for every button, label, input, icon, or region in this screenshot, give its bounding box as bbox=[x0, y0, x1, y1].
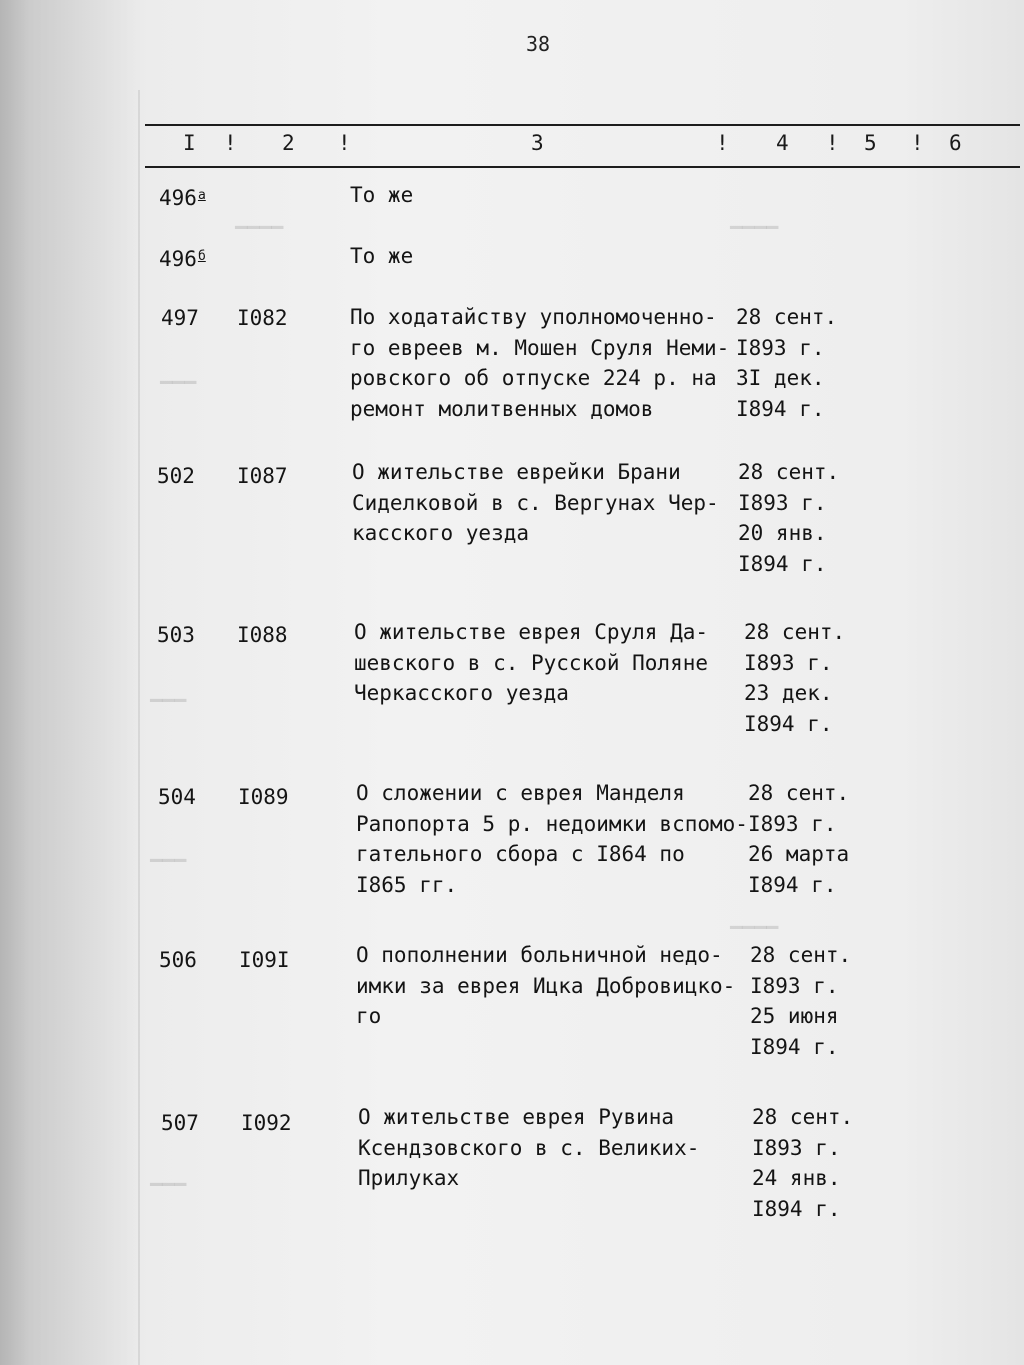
entry-code: I092 bbox=[241, 1111, 292, 1135]
bleed-through-mark: ▁▁▁ bbox=[150, 678, 187, 702]
entry-number: 502 bbox=[157, 464, 195, 488]
entry-dates: 28 сент. I893 г. 24 янв. I894 г. bbox=[752, 1105, 854, 1221]
entry-description: О пополнении больничной недо- имки за еврея Ицка Добровицко- го bbox=[356, 943, 736, 1028]
entry-number: 497 bbox=[161, 306, 199, 330]
header-col-3: 3 bbox=[531, 131, 544, 155]
entry-dates: 28 сент. I893 г. 23 дек. I894 г. bbox=[744, 620, 846, 736]
header-col-5: 5 bbox=[864, 131, 877, 155]
entry-description: О жительстве еврея Сруля Да- шевского в с. Русской Поляне Черкасского уезда bbox=[354, 620, 709, 705]
entry-code: I082 bbox=[237, 306, 288, 330]
bleed-through-mark: ▁▁▁ bbox=[150, 1162, 187, 1186]
entry-code: I088 bbox=[237, 623, 288, 647]
page-fold-edge bbox=[138, 90, 140, 1365]
entry-description: О жительстве еврейки Брани Сиделковой в с. Вергунах Чер- касского уезда bbox=[352, 460, 719, 545]
header-col-4: 4 bbox=[776, 131, 789, 155]
entry-number: $496^б$ bbox=[159, 247, 206, 271]
header-separator: ! bbox=[224, 131, 237, 155]
page-fold-shadow bbox=[0, 0, 150, 1365]
header-col-2: 2 bbox=[282, 131, 295, 155]
entry-number: 503 bbox=[157, 623, 195, 647]
page-number: 38 bbox=[526, 32, 551, 56]
entry-description: То же bbox=[350, 183, 414, 207]
entry-description: О жительстве еврея Рувина Ксендзовского в с. Великих- Прилуках bbox=[358, 1105, 700, 1190]
entry-description: О сложении с еврея Манделя Рапопорта 5 р. недоимки вспомо- гательного сбора с I864 по I865 гг. bbox=[356, 781, 748, 897]
entry-dates: 28 сент. I893 г. 20 янв. I894 г. bbox=[738, 460, 840, 576]
entry-code: I089 bbox=[238, 785, 289, 809]
header-col-1: I bbox=[183, 131, 196, 155]
header-col-6: 6 bbox=[949, 131, 962, 155]
entry-number: $496^а$ bbox=[159, 186, 206, 210]
entry-dates: 28 сент. I893 г. 26 марта I894 г. bbox=[748, 781, 850, 897]
header-separator: ! bbox=[338, 131, 351, 155]
entry-number: 507 bbox=[161, 1111, 199, 1135]
entry-code: I087 bbox=[237, 464, 288, 488]
bleed-through-mark: ▁▁▁ bbox=[150, 838, 187, 862]
entry-number: 504 bbox=[158, 785, 196, 809]
entry-dates: 28 сент. I893 г. 3I дек. I894 г. bbox=[736, 305, 838, 421]
header-separator: ! bbox=[716, 131, 729, 155]
bleed-through-mark: ▁▁▁▁ bbox=[730, 905, 779, 929]
entry-description: То же bbox=[350, 244, 414, 268]
header-rule-top bbox=[145, 124, 1020, 126]
bleed-through-mark: ▁▁▁ bbox=[160, 360, 197, 384]
entry-code: I09I bbox=[239, 948, 290, 972]
header-separator: ! bbox=[826, 131, 839, 155]
entry-description: По ходатайству уполномоченно- го евреев м. Мошен Сруля Неми- ровского об отпуске 224 р. на ремонт молитвенных домов bbox=[350, 305, 730, 421]
header-rule-bottom bbox=[145, 166, 1020, 168]
entry-number: 506 bbox=[159, 948, 197, 972]
entry-dates: 28 сент. I893 г. 25 июня I894 г. bbox=[750, 943, 852, 1059]
bleed-through-mark: ▁▁▁▁ bbox=[730, 205, 779, 229]
bleed-through-mark: ▁▁▁▁ bbox=[235, 205, 284, 229]
header-separator: ! bbox=[911, 131, 924, 155]
